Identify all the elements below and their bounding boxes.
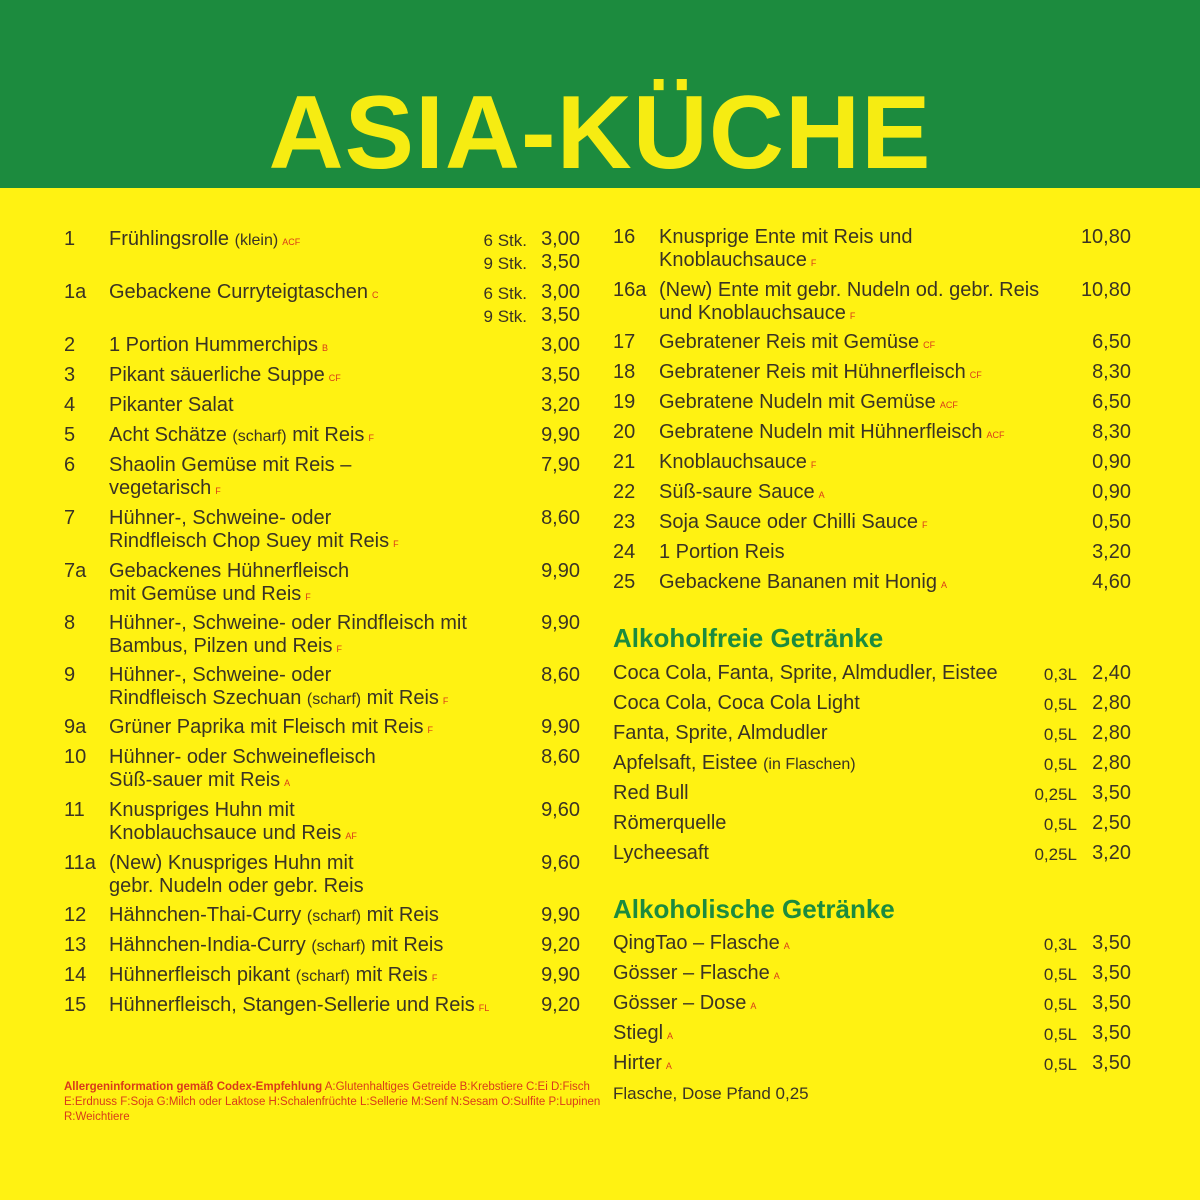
item-price: 8,60 bbox=[541, 746, 580, 768]
item-name bbox=[659, 226, 912, 275]
item-name-line: Knoblauchsauce F bbox=[659, 249, 817, 271]
allergen-code: F bbox=[810, 258, 817, 268]
item-price: 10,80 bbox=[1080, 279, 1131, 301]
item-name-line: Süß-saure Sauce A bbox=[659, 481, 825, 503]
item-price: 0,90 bbox=[1092, 451, 1131, 473]
allergen-code: A bbox=[667, 1031, 674, 1041]
item-number: 11a bbox=[64, 852, 96, 874]
allergen-code: A bbox=[783, 941, 790, 951]
menu-item bbox=[64, 746, 584, 796]
item-number: 2 bbox=[64, 334, 76, 356]
item-name bbox=[109, 507, 399, 556]
item-price: 3,50 bbox=[541, 304, 580, 326]
item-name bbox=[109, 228, 300, 254]
item-price: 9,90 bbox=[541, 964, 580, 986]
item-number: 5 bbox=[64, 424, 76, 446]
allergen-legend: A:Glutenhaltiges Getreide B:Krebstiere C:Ei D:Fisch E:Erdnuss F:Soja G:Milch oder Laktose H:Schalenfrüchte L:Sellerie M:Senf N:Sesam O:Sulfite P:Lupinen R:Weichtiere bbox=[64, 1081, 601, 1123]
allergen-code: A bbox=[665, 1061, 672, 1071]
item-price: 3,00 bbox=[541, 228, 580, 250]
item-note: (scharf) bbox=[295, 968, 351, 985]
drink-name: Lycheesaft bbox=[613, 842, 709, 864]
allergen-code: F bbox=[368, 433, 374, 443]
item-name-line: Hühnerfleisch, Stangen-Sellerie und Reis FL bbox=[109, 994, 490, 1016]
item-name bbox=[659, 421, 1005, 447]
item-name-line: Knoblauchsauce und Reis AF bbox=[109, 822, 357, 844]
drink-item bbox=[613, 782, 1133, 808]
portion-size: 9 Stk. bbox=[483, 307, 527, 326]
item-number: 9a bbox=[64, 716, 87, 738]
portion-size: 6 Stk. bbox=[483, 231, 527, 250]
drink-name: QingTao – Flasche A bbox=[613, 932, 790, 954]
item-note: (scharf) bbox=[306, 908, 362, 925]
item-name bbox=[109, 612, 467, 661]
drink-name: Gösser – Dose A bbox=[613, 992, 757, 1014]
allergen-code: F bbox=[922, 520, 928, 530]
drink-size: 0,3L bbox=[1043, 665, 1077, 684]
drink-name: Red Bull bbox=[613, 782, 689, 804]
drink-item bbox=[613, 812, 1133, 838]
drink-size: 0,5L bbox=[1043, 695, 1077, 714]
allergen-code: ACF bbox=[986, 430, 1005, 440]
item-price: 9,60 bbox=[541, 799, 580, 821]
menu-item bbox=[64, 612, 584, 662]
page-title: ASIA-KÜCHE bbox=[268, 75, 932, 191]
item-name-line: 1 Portion Hummerchips B bbox=[109, 334, 328, 356]
item-price: 9,20 bbox=[541, 994, 580, 1016]
item-name bbox=[109, 454, 351, 503]
item-name-line: Gebackene Bananen mit Honig A bbox=[659, 571, 947, 593]
item-number: 11 bbox=[64, 799, 85, 821]
item-number: 23 bbox=[613, 511, 636, 533]
item-price: 9,90 bbox=[541, 560, 580, 582]
item-price: 9,90 bbox=[541, 424, 580, 446]
drink-name: Gösser – Flasche A bbox=[613, 962, 780, 984]
drink-price: 3,50 bbox=[1092, 1022, 1131, 1044]
item-name bbox=[109, 664, 448, 713]
drink-size: 0,3L bbox=[1043, 935, 1077, 954]
allergen-code: F bbox=[393, 539, 399, 549]
menu-item bbox=[64, 664, 584, 714]
item-note: (scharf) bbox=[311, 938, 366, 955]
item-number: 16a bbox=[613, 279, 647, 301]
menu-item bbox=[64, 507, 584, 557]
drink-size: 0,25L bbox=[1034, 845, 1077, 864]
item-name-line: gebr. Nudeln oder gebr. Reis bbox=[109, 875, 364, 897]
allergen-code: CF bbox=[328, 373, 341, 383]
drink-item bbox=[613, 692, 1133, 718]
item-name-line: Bambus, Pilzen und Reis F bbox=[109, 635, 342, 657]
item-name-line: Knoblauchsauce F bbox=[659, 451, 817, 473]
drink-item bbox=[613, 992, 1133, 1018]
item-number: 3 bbox=[64, 364, 76, 386]
item-number: 14 bbox=[64, 964, 87, 986]
allergen-code: F bbox=[215, 486, 221, 496]
item-number: 1 bbox=[64, 228, 76, 250]
item-name-line: Hühner- oder Schweinefleisch bbox=[109, 746, 376, 768]
item-name-line: Knuspriges Huhn mit bbox=[109, 799, 295, 821]
allergen-code: F bbox=[305, 592, 311, 602]
item-name bbox=[109, 281, 379, 307]
allergen-code: A bbox=[818, 490, 825, 500]
item-number: 25 bbox=[613, 571, 636, 593]
item-note: (klein) bbox=[234, 232, 279, 249]
item-name bbox=[659, 279, 1039, 328]
allergen-code: ACF bbox=[939, 400, 958, 410]
allergen-footnote bbox=[64, 1080, 604, 1125]
drink-item bbox=[613, 722, 1133, 748]
item-number: 4 bbox=[64, 394, 76, 416]
allergen-code: F bbox=[849, 311, 856, 321]
alcoholic-section-title: Alkoholische Getränke bbox=[613, 894, 895, 924]
item-name-line: und Knoblauchsauce F bbox=[659, 302, 856, 324]
menu-item bbox=[613, 226, 1133, 276]
allergen-code: A bbox=[284, 778, 291, 788]
drink-name: Hirter A bbox=[613, 1052, 672, 1074]
item-name-line: Hähnchen-India-Curry (scharf) mit Reis bbox=[109, 934, 444, 956]
item-name bbox=[109, 964, 437, 990]
item-number: 16 bbox=[613, 226, 636, 248]
menu-item bbox=[64, 228, 584, 278]
drink-item bbox=[613, 842, 1133, 868]
item-number: 17 bbox=[613, 331, 636, 353]
drink-price: 2,40 bbox=[1092, 662, 1131, 684]
drink-size: 0,5L bbox=[1043, 995, 1077, 1014]
drink-price: 3,50 bbox=[1092, 782, 1131, 804]
item-name-line: Pikant säuerliche Suppe CF bbox=[109, 364, 341, 386]
allergen-code: F bbox=[442, 696, 449, 706]
menu-item bbox=[64, 799, 584, 849]
item-name-line: Gebratener Reis mit Gemüse CF bbox=[659, 331, 936, 353]
item-name-line: Gebratene Nudeln mit Gemüse ACF bbox=[659, 391, 958, 413]
portion-size: 9 Stk. bbox=[483, 254, 527, 273]
drink-size: 0,5L bbox=[1043, 965, 1077, 984]
item-name-line: Knusprige Ente mit Reis und bbox=[659, 226, 913, 248]
item-price: 3,00 bbox=[541, 281, 580, 303]
drink-item bbox=[613, 662, 1133, 688]
menu-item bbox=[64, 281, 584, 331]
drink-name: Stiegl A bbox=[613, 1022, 674, 1044]
item-number: 7 bbox=[64, 507, 76, 529]
allergen-code: B bbox=[321, 343, 328, 353]
menu-item bbox=[613, 571, 1133, 621]
drink-name: Coca Cola, Coca Cola Light bbox=[613, 692, 860, 714]
item-price: 8,30 bbox=[1092, 361, 1131, 383]
allergen-code: A bbox=[940, 580, 947, 590]
item-number: 12 bbox=[64, 904, 87, 926]
item-price: 4,60 bbox=[1092, 571, 1131, 593]
item-name bbox=[109, 994, 489, 1020]
allergen-heading: Allergeninformation gemäß Codex-Empfehlung bbox=[64, 1081, 323, 1093]
item-name-line: Gebratene Nudeln mit Hühnerfleisch ACF bbox=[659, 421, 1005, 443]
item-price: 0,90 bbox=[1092, 481, 1131, 503]
allergen-code: CF bbox=[923, 340, 936, 350]
item-name-line: Gebackenes Hühnerfleisch bbox=[109, 560, 350, 582]
item-price: 0,50 bbox=[1092, 511, 1131, 533]
item-number: 1a bbox=[64, 281, 87, 303]
item-name-line: Soja Sauce oder Chilli Sauce F bbox=[659, 511, 928, 533]
item-price: 6,50 bbox=[1092, 391, 1131, 413]
allergen-code: ACF bbox=[282, 237, 301, 247]
item-name bbox=[659, 361, 982, 387]
item-name bbox=[659, 391, 958, 417]
item-name-line: Hähnchen-Thai-Curry (scharf) mit Reis bbox=[109, 904, 439, 926]
allergen-code: AF bbox=[345, 831, 357, 841]
item-price: 3,50 bbox=[541, 364, 580, 386]
item-number: 7a bbox=[64, 560, 87, 582]
drink-price: 3,50 bbox=[1092, 992, 1131, 1014]
item-name-line: vegetarisch F bbox=[109, 477, 221, 499]
item-price: 7,90 bbox=[541, 454, 580, 476]
item-price: 9,90 bbox=[541, 612, 580, 634]
item-name bbox=[109, 904, 439, 928]
item-name bbox=[109, 934, 443, 958]
item-number: 8 bbox=[64, 612, 76, 634]
item-name bbox=[659, 511, 928, 537]
deposit-note: Flasche, Dose Pfand 0,25 bbox=[613, 1084, 809, 1103]
drink-name: Apfelsaft, Eistee (in Flaschen) bbox=[613, 752, 856, 774]
item-price: 6,50 bbox=[1092, 331, 1131, 353]
drink-price: 2,50 bbox=[1092, 812, 1131, 834]
item-price: 9,20 bbox=[541, 934, 580, 956]
item-name bbox=[109, 716, 433, 742]
drink-price: 3,50 bbox=[1092, 962, 1131, 984]
item-name bbox=[659, 481, 825, 507]
portion-size: 6 Stk. bbox=[483, 284, 527, 303]
item-name-line: Frühlingsrolle (klein) ACF bbox=[109, 228, 301, 250]
drink-price: 3,50 bbox=[1092, 1052, 1131, 1074]
item-price: 8,60 bbox=[541, 507, 580, 529]
item-name-line: (New) Knuspriges Huhn mit bbox=[109, 852, 354, 874]
drink-item bbox=[613, 932, 1133, 958]
item-number: 18 bbox=[613, 361, 636, 383]
drink-price: 3,20 bbox=[1092, 842, 1131, 864]
item-name bbox=[109, 364, 341, 390]
menu-item bbox=[64, 852, 584, 902]
item-name bbox=[659, 451, 816, 477]
item-note: (scharf) bbox=[232, 428, 287, 445]
item-price: 8,60 bbox=[541, 664, 580, 686]
item-price: 3,20 bbox=[1092, 541, 1131, 563]
item-name bbox=[109, 799, 357, 848]
item-name-line: 1 Portion Reis bbox=[659, 541, 785, 563]
item-price: 9,60 bbox=[541, 852, 580, 874]
item-name-line: Gebackene Curryteigtaschen C bbox=[109, 281, 379, 303]
drink-name: Coca Cola, Fanta, Sprite, Almdudler, Eistee bbox=[613, 662, 998, 684]
item-name-line: mit Gemüse und Reis F bbox=[109, 583, 311, 605]
item-name-line: Hühnerfleisch pikant (scharf) mit Reis F bbox=[109, 964, 438, 986]
item-name bbox=[109, 334, 328, 360]
item-name-line: Grüner Paprika mit Fleisch mit Reis F bbox=[109, 716, 434, 738]
menu-item bbox=[64, 454, 584, 504]
item-name-line: Pikanter Salat bbox=[109, 394, 234, 416]
drink-price: 2,80 bbox=[1092, 752, 1131, 774]
item-name-line: (New) Ente mit gebr. Nudeln od. gebr. Reis bbox=[659, 279, 1040, 301]
item-name-line: Rindfleisch Szechuan (scharf) mit Reis F bbox=[109, 687, 449, 709]
drink-size: 0,5L bbox=[1043, 725, 1077, 744]
item-number: 21 bbox=[613, 451, 636, 473]
item-price: 3,00 bbox=[541, 334, 580, 356]
drink-size: 0,5L bbox=[1043, 755, 1077, 774]
item-name-line: Hühner-, Schweine- oder bbox=[109, 664, 332, 686]
item-name-line: Süß-sauer mit Reis A bbox=[109, 769, 291, 791]
item-number: 22 bbox=[613, 481, 636, 503]
item-price: 8,30 bbox=[1092, 421, 1131, 443]
item-number: 24 bbox=[613, 541, 636, 563]
allergen-code: F bbox=[336, 644, 342, 654]
drink-note: (in Flaschen) bbox=[763, 756, 856, 773]
allergen-code: A bbox=[773, 971, 780, 981]
drink-item bbox=[613, 752, 1133, 778]
item-price: 3,20 bbox=[541, 394, 580, 416]
item-name bbox=[109, 560, 349, 609]
drink-item bbox=[613, 1052, 1133, 1078]
allergen-code: F bbox=[427, 725, 434, 735]
item-price: 3,50 bbox=[541, 251, 580, 273]
item-price: 10,80 bbox=[1080, 226, 1131, 248]
item-number: 13 bbox=[64, 934, 87, 956]
item-name bbox=[659, 541, 785, 564]
drink-size: 0,5L bbox=[1043, 815, 1077, 834]
item-number: 10 bbox=[64, 746, 87, 768]
item-name-line: Rindfleisch Chop Suey mit Reis F bbox=[109, 530, 399, 552]
item-number: 6 bbox=[64, 454, 76, 476]
drink-item bbox=[613, 962, 1133, 988]
item-name bbox=[109, 852, 364, 898]
drink-price: 3,50 bbox=[1092, 932, 1131, 954]
menu-item bbox=[613, 279, 1133, 329]
item-name bbox=[109, 424, 374, 450]
drink-item bbox=[613, 1022, 1133, 1048]
item-name bbox=[109, 746, 376, 795]
allergen-code: C bbox=[372, 290, 379, 300]
item-price: 9,90 bbox=[541, 904, 580, 926]
item-number: 19 bbox=[613, 391, 636, 413]
drink-name: Fanta, Sprite, Almdudler bbox=[613, 722, 828, 744]
item-name-line: Hühner-, Schweine- oder Rindfleisch mit bbox=[109, 612, 467, 634]
menu-item bbox=[64, 560, 584, 610]
menu-item bbox=[64, 994, 584, 1044]
allergen-code: F bbox=[431, 973, 438, 983]
item-name bbox=[109, 394, 234, 417]
item-number: 15 bbox=[64, 994, 87, 1016]
item-number: 9 bbox=[64, 664, 76, 686]
item-name-line: Acht Schätze (scharf) mit Reis F bbox=[109, 424, 374, 446]
drink-size: 0,25L bbox=[1034, 785, 1077, 804]
item-name-line: Gebratener Reis mit Hühnerfleisch CF bbox=[659, 361, 982, 383]
drink-size: 0,5L bbox=[1043, 1025, 1077, 1044]
nonalcoholic-section-title: Alkoholfreie Getränke bbox=[613, 623, 884, 653]
allergen-code: FL bbox=[478, 1003, 490, 1013]
drink-size: 0,5L bbox=[1043, 1055, 1077, 1074]
item-number: 20 bbox=[613, 421, 636, 443]
drink-price: 2,80 bbox=[1092, 692, 1131, 714]
item-note: (scharf) bbox=[306, 691, 362, 708]
item-name bbox=[659, 331, 935, 357]
item-name bbox=[659, 571, 947, 597]
item-price: 9,90 bbox=[541, 716, 580, 738]
allergen-code: CF bbox=[969, 370, 982, 380]
allergen-code: F bbox=[810, 460, 817, 470]
drink-name: Römerquelle bbox=[613, 812, 727, 834]
item-name-line: Shaolin Gemüse mit Reis – bbox=[109, 454, 352, 476]
allergen-code: A bbox=[750, 1001, 757, 1011]
drink-price: 2,80 bbox=[1092, 722, 1131, 744]
item-name-line: Hühner-, Schweine- oder bbox=[109, 507, 332, 529]
